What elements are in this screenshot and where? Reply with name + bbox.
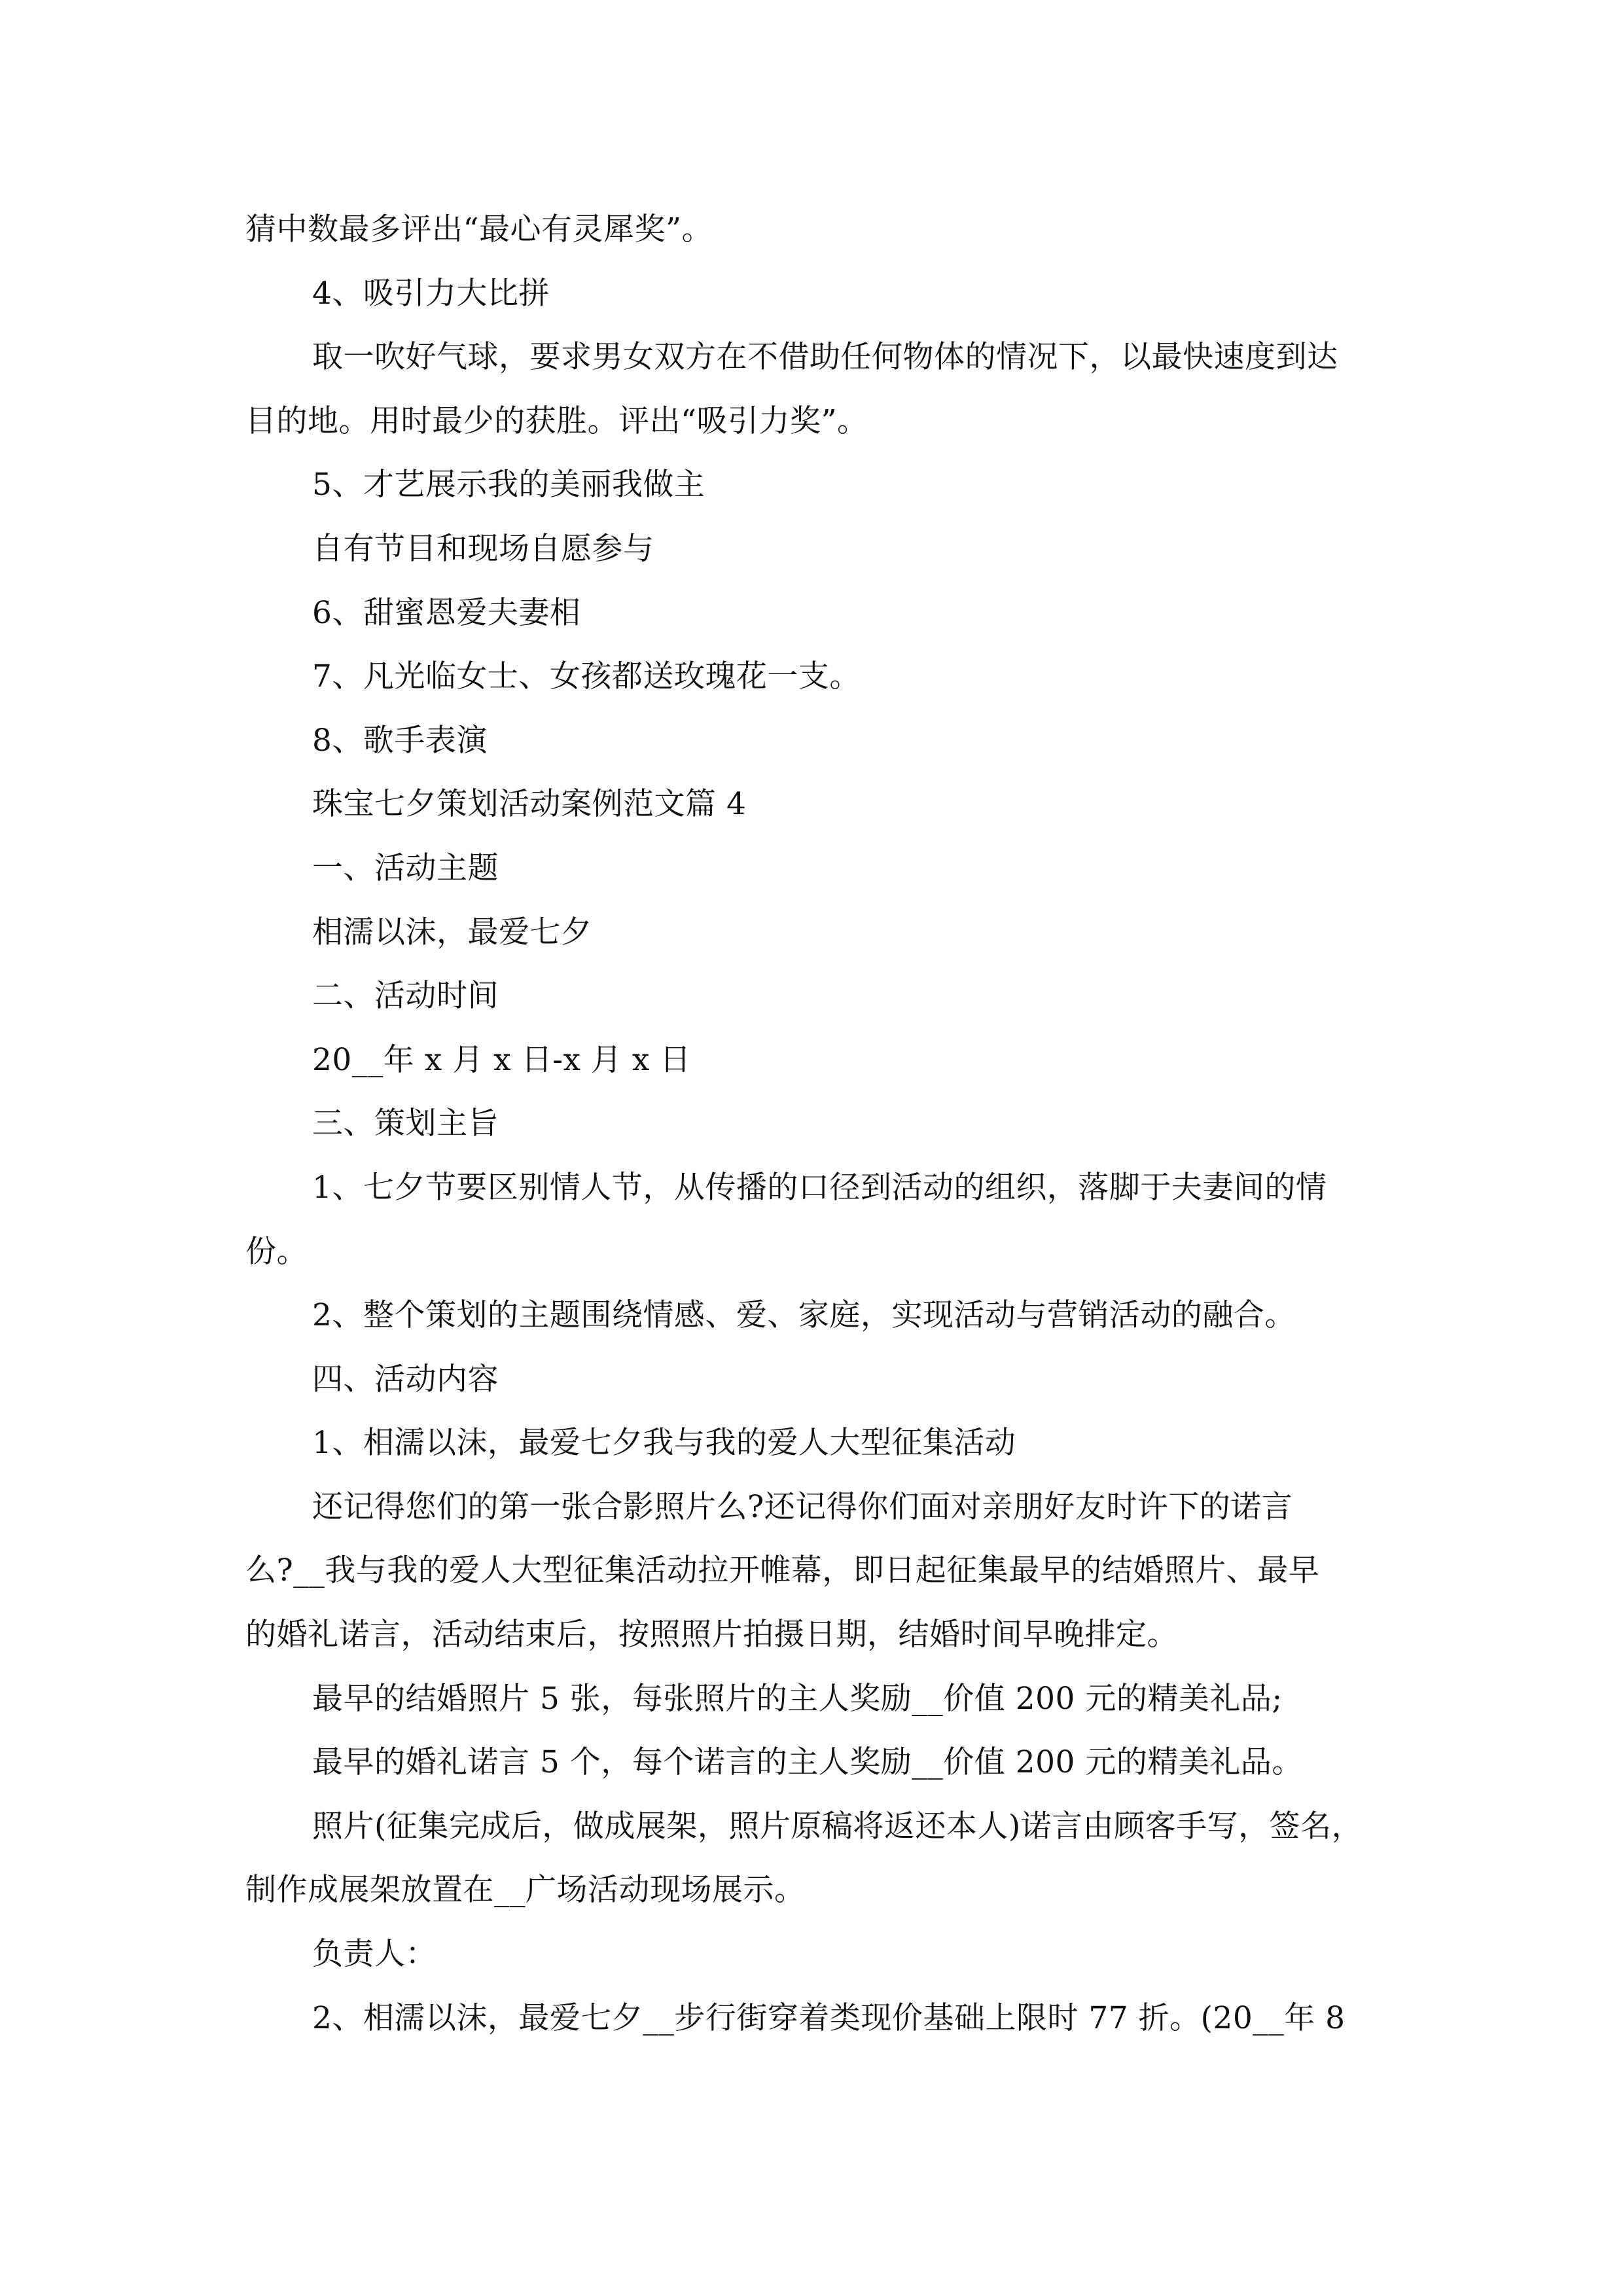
- heading-line: 三、策划主旨: [312, 1105, 499, 1142]
- heading-line: 四、活动内容: [312, 1361, 499, 1397]
- text-line: 的婚礼诺言，活动结束后，按照照片拍摄日期，结婚时间早晚排定。: [245, 1617, 1178, 1653]
- text-line: 么?__我与我的爱人大型征集活动拉开帷幕，即日起征集最早的结婚照片、最早: [245, 1552, 1320, 1589]
- heading-line: 二、活动时间: [312, 978, 499, 1014]
- text-line: 照片(征集完成后，做成展架，照片原稿将返还本人)诺言由顾客手写，签名，: [312, 1808, 1363, 1844]
- text-line: 6、甜蜜恩爱夫妻相: [312, 594, 581, 631]
- text-line: 1、七夕节要区别情人节，从传播的口径到活动的组织，落脚于夫妻间的情: [312, 1169, 1327, 1206]
- document-body: [245, 198, 1378, 2050]
- text-line: 5、才艺展示我的美丽我做主: [312, 467, 705, 503]
- text-line: 20__年 x 月 x 日-x 月 x 日: [312, 1041, 691, 1078]
- text-line: 还记得您们的第一张合影照片么?还记得你们面对亲朋好友时许下的诺言: [312, 1488, 1293, 1525]
- section-title: 珠宝七夕策划活动案例范文篇 4: [312, 786, 747, 823]
- text-line: 目的地。用时最少的获胜。评出“吸引力奖”。: [245, 403, 868, 439]
- text-line: 最早的婚礼诺言 5 个，每个诺言的主人奖励__价值 200 元的精美礼品。: [312, 1744, 1303, 1781]
- text-line: 猜中数最多评出“最心有灵犀奖”。: [245, 211, 713, 247]
- text-line: 份。: [245, 1233, 308, 1270]
- text-line: 4、吸引力大比拼: [312, 275, 550, 312]
- text-line: 最早的结婚照片 5 张，每张照片的主人奖励__价值 200 元的精美礼品;: [312, 1680, 1283, 1717]
- text-line: 相濡以沫，最爱七夕: [312, 914, 592, 950]
- text-line: 2、整个策划的主题围绕情感、爱、家庭，实现活动与营销活动的融合。: [312, 1297, 1296, 1334]
- text-line: 取一吹好气球，要求男女双方在不借助任何物体的情况下，以最快速度到达: [312, 339, 1338, 376]
- text-line: 自有节目和现场自愿参与: [312, 530, 654, 567]
- heading-line: 一、活动主题: [312, 850, 499, 886]
- text-line: 1、相濡以沫，最爱七夕我与我的爱人大型征集活动: [312, 1425, 1016, 1462]
- text-line: 制作成展架放置在__广场活动现场展示。: [245, 1872, 806, 1909]
- text-line: 7、凡光临女士、女孩都送玫瑰花一支。: [312, 658, 861, 695]
- text-line: 负责人：: [312, 1936, 437, 1973]
- text-line: 2、相濡以沫，最爱七夕__步行街穿着类现价基础上限时 77 折。(20__年 8: [312, 2000, 1346, 2036]
- text-line: 8、歌手表演: [312, 722, 488, 759]
